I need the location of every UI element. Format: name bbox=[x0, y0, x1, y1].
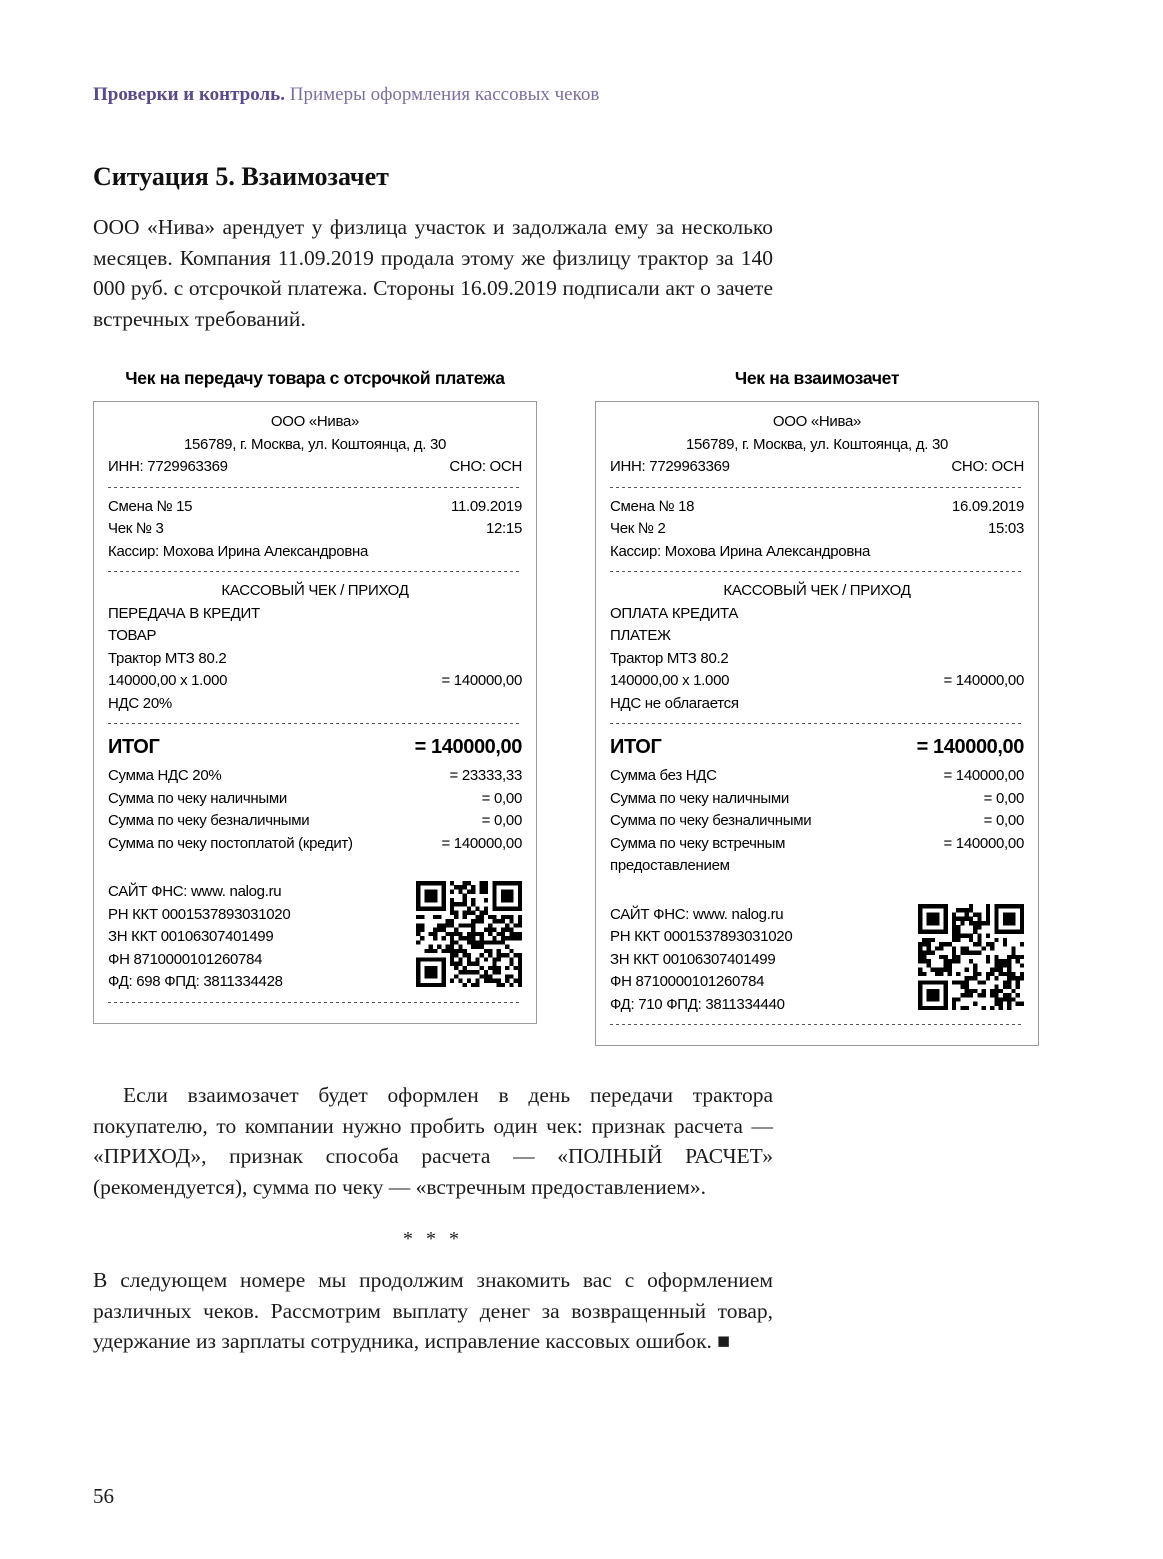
inn-value: ИНН: 7729963369 bbox=[108, 458, 228, 476]
dashed-divider bbox=[108, 1002, 522, 1003]
receipt-column-right bbox=[595, 368, 1039, 1046]
inn-value: ИНН: 7729963369 bbox=[610, 458, 730, 476]
vat-line: НДС 20% bbox=[108, 694, 172, 712]
section-kicker bbox=[93, 84, 1071, 106]
doc-type: КАССОВЫЙ ЧЕК / ПРИХОД bbox=[723, 582, 911, 600]
total-label: ИТОГ bbox=[610, 736, 662, 759]
sum-value: = 140000,00 bbox=[943, 767, 1024, 785]
sum-label: Сумма по чеку безналичными bbox=[610, 812, 812, 830]
dashed-divider bbox=[610, 487, 1024, 488]
sum-label: Сумма по чеку наличными bbox=[610, 789, 789, 807]
dashed-divider bbox=[610, 723, 1024, 724]
receipt-date: 16.09.2019 bbox=[951, 497, 1024, 515]
org-name: ООО «Нива» bbox=[772, 413, 862, 431]
receipt-time: 12:15 bbox=[485, 520, 522, 538]
dashed-divider bbox=[610, 1024, 1024, 1025]
fns-site: САЙТ ФНС: www. nalog.ru bbox=[108, 883, 282, 901]
receipt bbox=[93, 401, 537, 1024]
sum-label: Сумма по чеку безналичными bbox=[108, 812, 310, 830]
article-title: Ситуация 5. Взаимозачет bbox=[93, 162, 389, 191]
qr-code bbox=[918, 904, 1024, 1010]
org-address: 156789, г. Москва, ул. Коштоянца, д. 30 bbox=[183, 435, 447, 453]
intro-paragraph: ООО «Нива» арендует у физлица участок и задолжала ему за несколько месяцев. Компания 11.09.2019 продала этому же физлицу трактор за 140 000 руб. с отсрочкой платежа. Стороны 16.09.2019 подписали акт о зачете встречных требований. bbox=[93, 215, 773, 331]
receipt-time: 15:03 bbox=[987, 520, 1024, 538]
receipt-column-left bbox=[93, 368, 537, 1046]
qty-price: 140000,00 x 1.000 bbox=[108, 672, 228, 690]
total-label: ИТОГ bbox=[108, 736, 160, 759]
sum-label: Сумма без НДС bbox=[610, 767, 717, 785]
operation-line: ПЕРЕДАЧА В КРЕДИТ bbox=[108, 604, 260, 622]
total-value: = 140000,00 bbox=[414, 736, 522, 759]
rn-kkt: РН ККТ 0001537893031020 bbox=[610, 928, 793, 946]
sum-row bbox=[108, 833, 522, 856]
zn-kkt: ЗН ККТ 00106307401499 bbox=[108, 928, 274, 946]
total-value: = 140000,00 bbox=[916, 736, 1024, 759]
fn-number: ФН 8710000101260784 bbox=[610, 973, 765, 991]
sum-label: Сумма НДС 20% bbox=[108, 767, 222, 785]
sum-value: = 0,00 bbox=[983, 789, 1024, 807]
operation-line: ОПЛАТА КРЕДИТА bbox=[610, 604, 739, 622]
vat-line: НДС не облагается bbox=[610, 694, 739, 712]
org-name: ООО «Нива» bbox=[270, 413, 360, 431]
dashed-divider bbox=[108, 723, 522, 724]
fiscal-footer bbox=[610, 904, 1024, 1017]
check-number: Чек № 3 bbox=[108, 520, 164, 538]
sum-row bbox=[610, 765, 1024, 788]
receipt-caption: Чек на взаимозачет bbox=[734, 368, 900, 389]
fn-number: ФН 8710000101260784 bbox=[108, 950, 263, 968]
shift-number: Смена № 18 bbox=[610, 497, 695, 515]
subject-line: ПЛАТЕЖ bbox=[610, 627, 671, 645]
fd-fpd: ФД: 710 ФПД: 3811334440 bbox=[610, 995, 785, 1013]
receipt-caption: Чек на передачу товара с отсрочкой платежа bbox=[125, 368, 505, 389]
sno-value: СНО: ОСН bbox=[951, 458, 1024, 476]
sum-row bbox=[610, 833, 1024, 878]
section-separator: * * * bbox=[403, 1228, 463, 1251]
sum-row bbox=[108, 810, 522, 833]
qr-code bbox=[416, 881, 522, 987]
sum-row bbox=[108, 765, 522, 788]
sum-value: = 0,00 bbox=[983, 812, 1024, 830]
cashier-line: Кассир: Мохова Ирина Александровна bbox=[610, 542, 871, 560]
line-sum: = 140000,00 bbox=[943, 672, 1024, 690]
sum-label: Сумма по чеку встречным предоставлением bbox=[610, 834, 786, 875]
rn-kkt: РН ККТ 0001537893031020 bbox=[108, 905, 291, 923]
fns-site: САЙТ ФНС: www. nalog.ru bbox=[610, 905, 784, 923]
fiscal-footer bbox=[108, 881, 522, 994]
sum-value: = 0,00 bbox=[481, 789, 522, 807]
sum-label: Сумма по чеку наличными bbox=[108, 789, 287, 807]
sum-row bbox=[108, 788, 522, 811]
line-sum: = 140000,00 bbox=[441, 672, 522, 690]
sum-value: = 140000,00 bbox=[943, 834, 1024, 852]
receipt-date: 11.09.2019 bbox=[451, 497, 522, 515]
dashed-divider bbox=[108, 487, 522, 488]
explanation-paragraph: Если взаимозачет будет оформлен в день передачи трактора покупателю, то компании нужно пробить один чек: признак расчета — «ПРИХОД», признак способа расчета — «ПОЛНЫЙ РАСЧЕТ» (рекомендуется), сумма по чеку — «встречным предоставлением». bbox=[93, 1083, 773, 1199]
sum-value: = 140000,00 bbox=[441, 834, 522, 852]
shift-number: Смена № 15 bbox=[108, 497, 193, 515]
item-name: Трактор МТЗ 80.2 bbox=[108, 649, 227, 667]
receipt bbox=[595, 401, 1039, 1046]
receipts-row bbox=[93, 368, 1071, 1046]
page-number: 56 bbox=[93, 1484, 114, 1508]
closing-paragraph: В следующем номере мы продолжим знакомить вас с оформлением различных чеков. Рассмотрим выплату денег за возвращенный товар, удержание из зарплаты сотрудника, исправление кассовых ошибок. ■ bbox=[93, 1268, 773, 1354]
sum-row bbox=[610, 810, 1024, 833]
sno-value: СНО: ОСН bbox=[449, 458, 522, 476]
doc-type: КАССОВЫЙ ЧЕК / ПРИХОД bbox=[221, 582, 409, 600]
kicker-rubric: Проверки и контроль. bbox=[93, 84, 285, 105]
zn-kkt: ЗН ККТ 00106307401499 bbox=[610, 950, 776, 968]
cashier-line: Кассир: Мохова Ирина Александровна bbox=[108, 542, 369, 560]
org-address: 156789, г. Москва, ул. Коштоянца, д. 30 bbox=[685, 435, 949, 453]
sum-label: Сумма по чеку постоплатой (кредит) bbox=[108, 834, 353, 852]
subject-line: ТОВАР bbox=[108, 627, 157, 645]
sum-value: = 23333,33 bbox=[449, 767, 522, 785]
fd-fpd: ФД: 698 ФПД: 3811334428 bbox=[108, 973, 283, 991]
kicker-subtitle: Примеры оформления кассовых чеков bbox=[284, 84, 600, 105]
item-name: Трактор МТЗ 80.2 bbox=[610, 649, 729, 667]
dashed-divider bbox=[108, 571, 522, 572]
sum-row bbox=[610, 788, 1024, 811]
check-number: Чек № 2 bbox=[610, 520, 666, 538]
sum-value: = 0,00 bbox=[481, 812, 522, 830]
dashed-divider bbox=[610, 571, 1024, 572]
qty-price: 140000,00 x 1.000 bbox=[610, 672, 730, 690]
